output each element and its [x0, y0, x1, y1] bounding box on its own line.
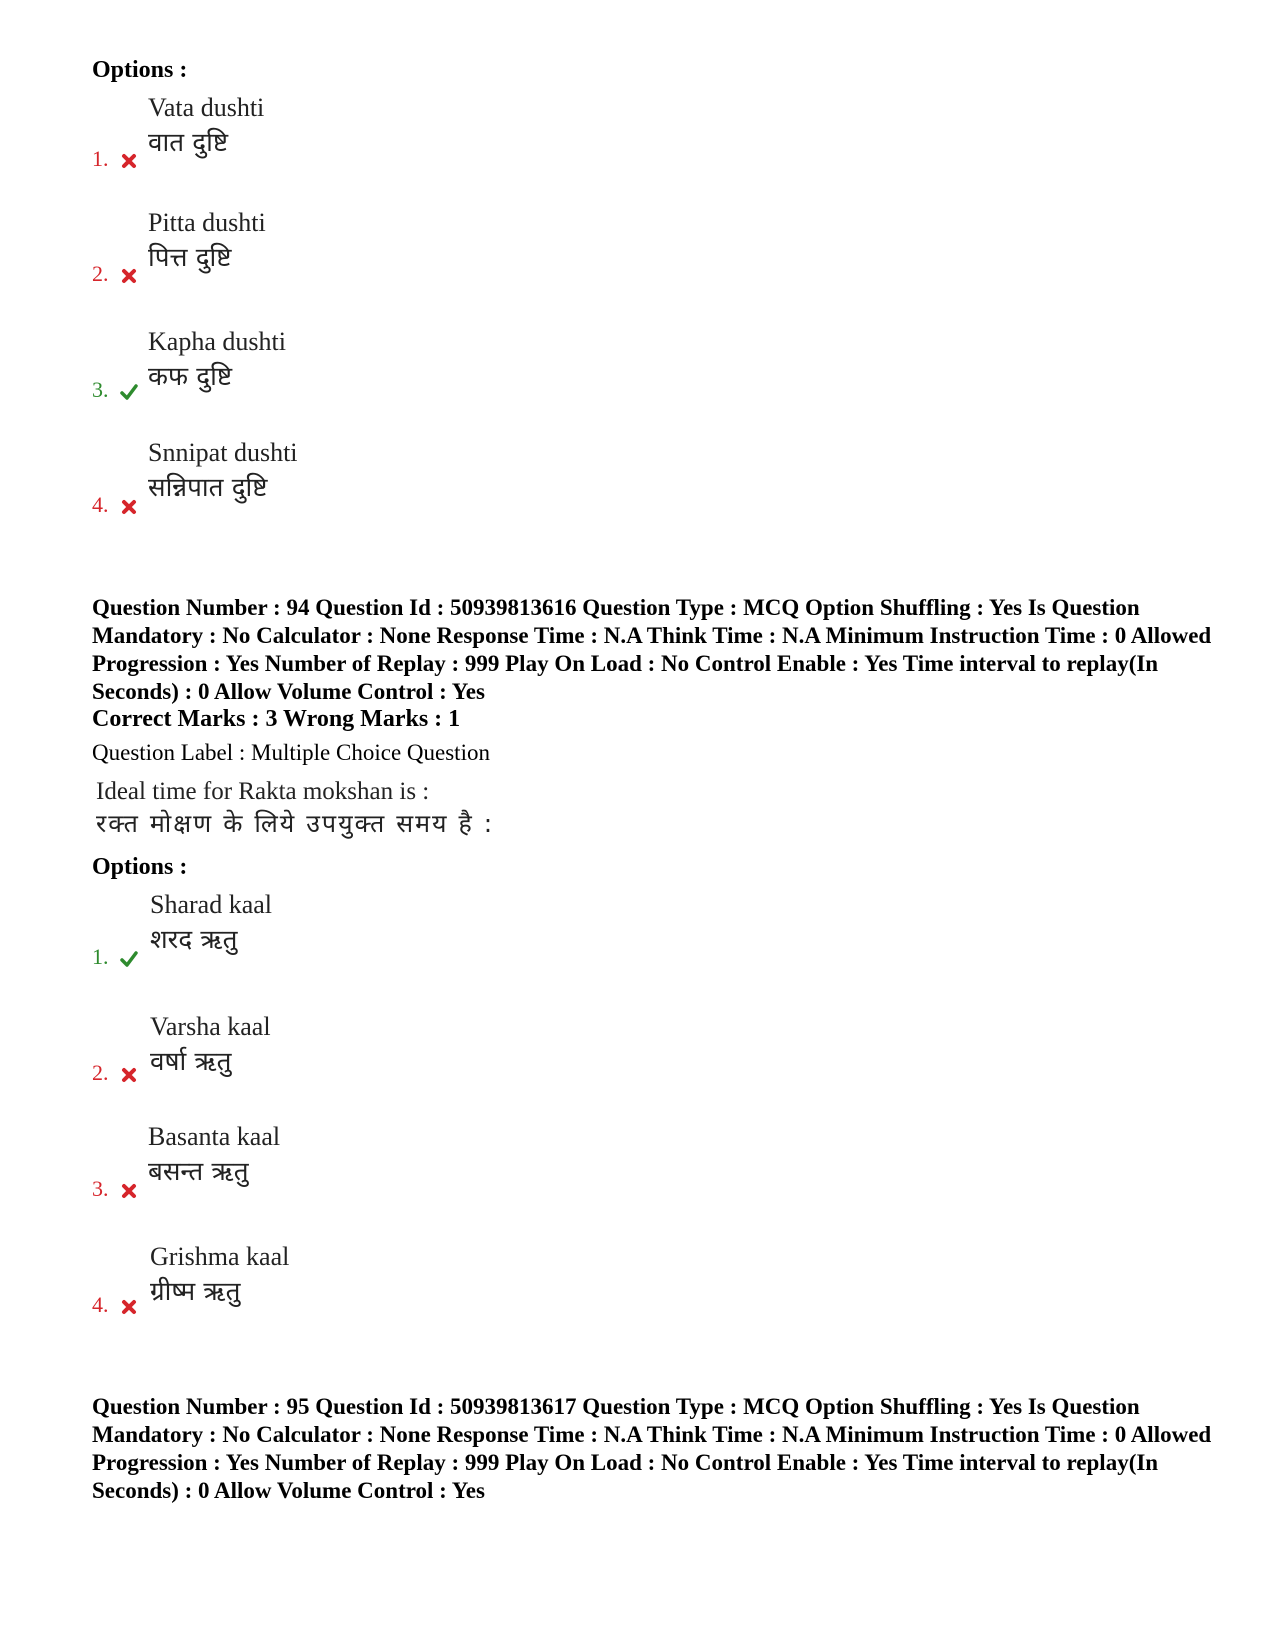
option-3-english: Kapha dushti [148, 327, 286, 356]
question-94-english: Ideal time for Rakta mokshan is : [96, 778, 430, 805]
cross-icon [120, 152, 138, 170]
cross-icon [120, 1182, 138, 1200]
cross-icon [120, 267, 138, 285]
option-1-english: Vata dushti [148, 93, 265, 122]
q94-option-4-text [150, 1242, 289, 1308]
option-2-marker [92, 261, 138, 287]
q94-option-3-marker [92, 1176, 138, 1202]
question-94-text [96, 778, 494, 840]
q94-option-4-english: Grishma kaal [150, 1242, 290, 1271]
option-1-hindi: वात दुष्टि [148, 128, 228, 158]
q94-option-1-marker [92, 944, 138, 970]
option-4-hindi: सन्निपात दुष्टि [148, 473, 268, 503]
q94-option-3-text [148, 1122, 280, 1188]
option-3-number: 3. [92, 377, 109, 402]
q94-option-4-hindi: ग्रीष्म ऋतु [150, 1277, 241, 1307]
q94-option-2-marker [92, 1060, 138, 1086]
option-3-text [148, 327, 286, 393]
check-icon [120, 950, 138, 968]
option-2-hindi: पित्त दुष्टि [148, 243, 232, 273]
q94-option-3-number: 3. [92, 1176, 109, 1201]
cross-icon [120, 1298, 138, 1316]
question-94-marks: Correct Marks : 3 Wrong Marks : 1 [92, 706, 461, 732]
option-4-english: Snnipat dushti [148, 438, 298, 467]
q94-option-2-number: 2. [92, 1060, 109, 1085]
question-94-label: Question Label : Multiple Choice Question [92, 740, 490, 765]
option-4-marker [92, 492, 138, 518]
q94-option-3-hindi: बसन्त ऋतु [148, 1157, 249, 1187]
q94-option-4-number: 4. [92, 1292, 109, 1317]
option-4-number: 4. [92, 492, 109, 517]
cross-icon [120, 1066, 138, 1084]
question-94-hindi: रक्त मोक्षण के लिये उपयुक्त समय है : [96, 809, 495, 838]
q94-option-2-english: Varsha kaal [150, 1012, 271, 1041]
option-1-number: 1. [92, 146, 109, 171]
cross-icon [120, 498, 138, 516]
check-icon [120, 383, 138, 401]
option-3-marker [92, 377, 138, 403]
q94-option-1-english: Sharad kaal [150, 890, 273, 919]
options-heading: Options : [92, 57, 188, 83]
option-3-hindi: कफ दुष्टि [148, 362, 233, 392]
option-2-english: Pitta dushti [148, 208, 266, 237]
q94-option-2-hindi: वर्षा ऋतु [150, 1047, 232, 1077]
option-2-number: 2. [92, 261, 109, 286]
option-4-text [148, 438, 298, 504]
q94-option-1-text [150, 890, 272, 956]
q94-option-1-number: 1. [92, 944, 109, 969]
question-94-metadata: Question Number : 94 Question Id : 50939813616 Question Type : MCQ Option Shuffling : Yes Is Question Mandatory : No Calculator : None Response Time : N.A Think Time : N.A Minimum Instruction Time : 0 Allowed Progression : Yes Number of Replay : 999 Play On Load : No Control Enable : Yes Time interval to replay(In Seconds) : 0 Allow Volume Control : Yes [92, 595, 1212, 704]
q94-option-3-english: Basanta kaal [148, 1122, 281, 1151]
options-heading: Options : [92, 854, 188, 880]
option-2-text [148, 208, 266, 274]
q94-option-2-text [150, 1012, 271, 1078]
option-1-text [148, 93, 264, 159]
question-95-metadata: Question Number : 95 Question Id : 50939813617 Question Type : MCQ Option Shuffling : Yes Is Question Mandatory : No Calculator : None Response Time : N.A Think Time : N.A Minimum Instruction Time : 0 Allowed Progression : Yes Number of Replay : 999 Play On Load : No Control Enable : Yes Time interval to replay(In Seconds) : 0 Allow Volume Control : Yes [92, 1394, 1212, 1503]
q94-option-4-marker [92, 1292, 138, 1318]
q94-option-1-hindi: शरद ऋतु [150, 925, 238, 955]
option-1-marker [92, 146, 138, 172]
